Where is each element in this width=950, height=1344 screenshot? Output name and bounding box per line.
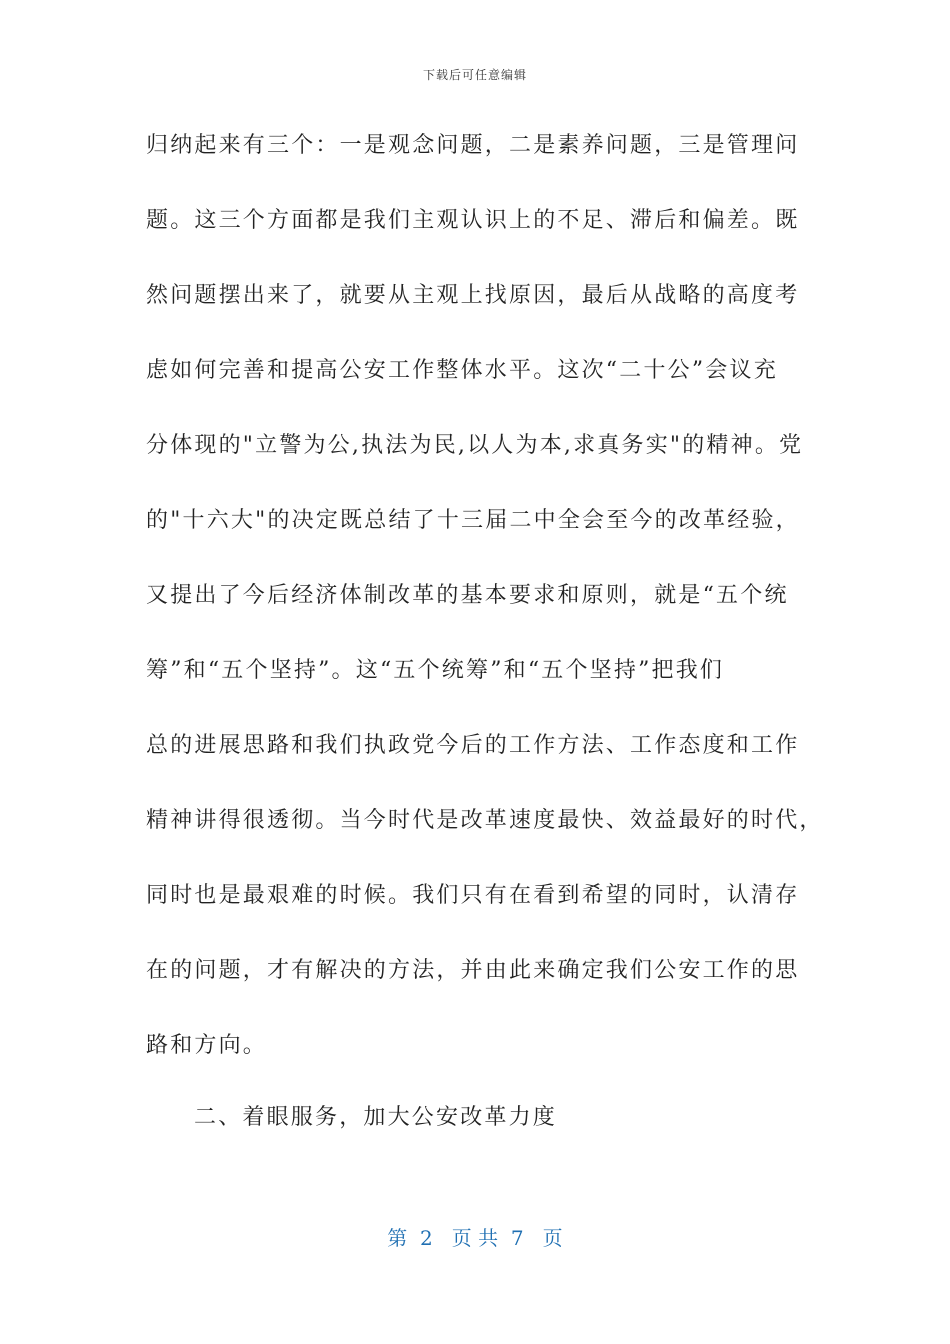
paragraph-line: 路和方向。	[146, 1033, 268, 1058]
paragraph-line: 分体现的"立警为公,执法为民,以人为本,求真务实"的精神。党	[146, 433, 804, 458]
paragraph-line: 然问题摆出来了，就要从主观上找原因，最后从战略的高度考	[146, 283, 800, 308]
section-heading: 二、着眼服务，加大公安改革力度	[194, 1105, 558, 1130]
paragraph-line: 筹”和“五个坚持”。这“五个统筹”和“五个坚持”把我们	[146, 658, 725, 683]
paragraph-line: 又提出了今后经济体制改革的基本要求和原则，就是“五个统	[146, 583, 789, 608]
body-paragraph	[146, 124, 824, 1099]
paragraph-line: 精神讲得很透彻。当今时代是改革速度最快、效益最好的时代，	[146, 808, 824, 833]
paragraph-line: 归纳起来有三个：一是观念问题，二是素养问题，三是管理问	[146, 133, 800, 158]
paragraph-line: 总的进展思路和我们执政党今后的工作方法、工作态度和工作	[146, 733, 800, 758]
page-number-footer: 第 2 页 共 7 页	[387, 1226, 563, 1250]
paragraph-line: 虑如何完善和提高公安工作整体水平。这次“二十公”会议充	[146, 358, 778, 383]
paragraph-line: 题。这三个方面都是我们主观认识上的不足、滞后和偏差。既	[146, 208, 800, 233]
paragraph-line: 的"十六大"的决定既总结了十三届二中全会至今的改革经验，	[146, 508, 800, 533]
paragraph-line: 同时也是最艰难的时候。我们只有在看到希望的同时，认清存	[146, 883, 800, 908]
paragraph-line: 在的问题，才有解决的方法，并由此来确定我们公安工作的思	[146, 958, 800, 983]
page-header-note: 下载后可任意编辑	[422, 68, 527, 82]
